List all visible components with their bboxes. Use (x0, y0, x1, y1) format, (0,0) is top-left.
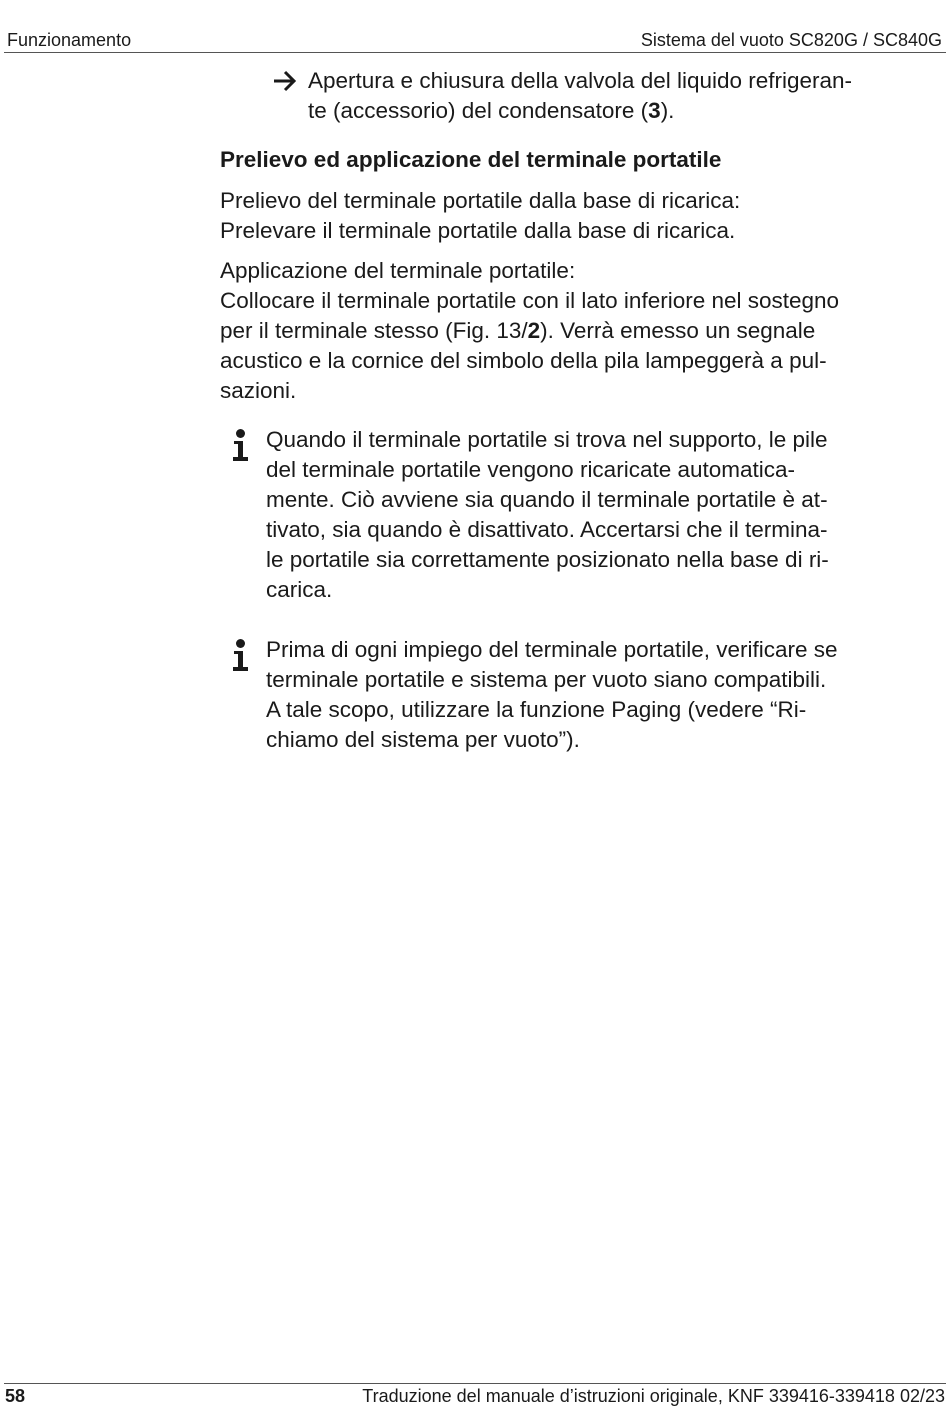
note-line: del terminale portatile vengono ricaricate automatica- (266, 457, 796, 482)
action-step-text-part: te (accessorio) del condensatore ( (308, 98, 649, 123)
page-number: 58 (5, 1386, 26, 1406)
paragraph-remove-terminal (220, 186, 935, 246)
footer-divider (4, 1383, 946, 1384)
note-line: mente. Ciò avviene sia quando il terminale portatile è at- (266, 487, 828, 512)
info-icon (232, 425, 266, 465)
footer-document-info: Traduzione del manuale d’istruzioni originale, KNF 339416-339418 02/23 (362, 1386, 945, 1406)
paragraph-line: Collocare il terminale portatile con il lato inferiore nel sostegno (220, 288, 840, 313)
info-note (232, 635, 932, 755)
paragraph-line: Prelevare il terminale portatile dalla base di ricarica. (220, 218, 736, 243)
paragraph-line: sazioni. (220, 378, 297, 403)
action-step-line (308, 96, 942, 126)
note-line: A tale scopo, utilizzare la funzione Paging (vedere “Ri- (266, 697, 807, 722)
action-step (272, 66, 942, 126)
paragraph-apply-terminal (220, 256, 935, 406)
paragraph-line: Applicazione del terminale portatile: (220, 258, 576, 283)
note-line: terminale portatile e sistema per vuoto siano compatibili. (266, 667, 827, 692)
info-icon (232, 635, 266, 675)
header-document-title: Sistema del vuoto SC820G / SC840G (640, 30, 942, 50)
note-line: le portatile sia correttamente posizionato nella base di ri- (266, 547, 829, 572)
paragraph-line: acustico e la cornice del simbolo della pila lampeggerà a pul- (220, 348, 827, 373)
action-step-text-part: ). (660, 98, 675, 123)
header-section-title: Funzionamento (7, 30, 132, 50)
paragraph-line (220, 316, 935, 346)
action-step-text (308, 66, 942, 126)
note-line: carica. (266, 577, 333, 602)
action-step-line: Apertura e chiusura della valvola del liquido refrigeran- (308, 68, 853, 93)
note-line: tivato, sia quando è disattivato. Accertarsi che il termina- (266, 517, 828, 542)
figure-reference-number: 2 (527, 318, 541, 343)
right-arrow-icon (272, 66, 308, 126)
info-note-text (266, 425, 829, 605)
note-line: Quando il terminale portatile si trova nel supporto, le pile (266, 427, 828, 452)
info-note-text (266, 635, 838, 755)
paragraph-text-part: per il terminale stesso (Fig. 13/ (220, 318, 528, 343)
info-note (232, 425, 932, 605)
paragraph-line: Prelievo del terminale portatile dalla base di ricarica: (220, 188, 741, 213)
header-divider (4, 52, 946, 53)
reference-number: 3 (648, 98, 661, 123)
section-heading: Prelievo ed applicazione del terminale portatile (220, 147, 722, 172)
paragraph-text-part: ). Verrà emesso un segnale (540, 318, 816, 343)
note-line: Prima di ogni impiego del terminale portatile, verificare se (266, 637, 838, 662)
note-line: chiamo del sistema per vuoto”). (266, 727, 580, 752)
